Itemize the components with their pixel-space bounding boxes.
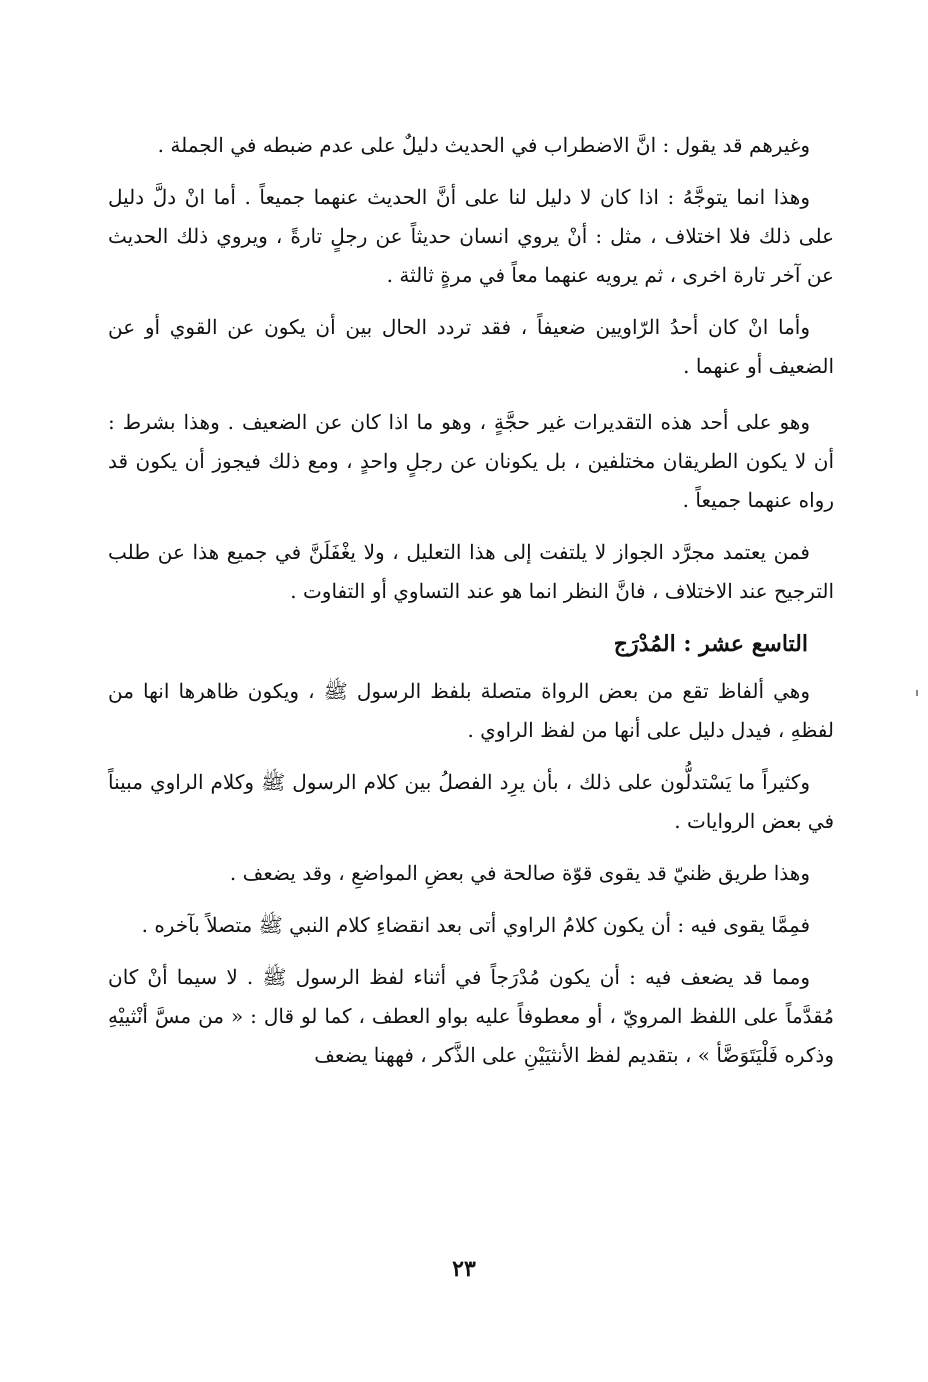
paragraph-6: وهي ألفاظ تقع من بعض الرواة متصلة بلفظ الرسول ﷺ ، ويكون ظاهرها انها من لفظهِ ، فيدل دليل على أنها من لفظ الراوي . (108, 679, 834, 742)
scan-edge-mark (916, 690, 918, 696)
page-number: ٢٣ (452, 1256, 476, 1282)
paragraph-8: وهذا طريق ظنيّ قد يقوى قوّة صالحة في بعضِ المواضعِ ، وقد يضعف . (229, 861, 810, 885)
paragraph-9: فمِمَّا يقوى فيه : أن يكون كلامُ الراوي أتى بعد انقضاءِ كلام النبي ﷺ متصلاً بآخره . (141, 913, 810, 937)
paragraph-4: وهو على أحد هذه التقديرات غير حجَّةٍ ، وهو ما اذا كان عن الضعيف . وهذا بشرط : أن لا يكون الطريقان مختلفين ، بل يكونان عن رجلٍ واحدٍ ، ومع ذلك فيجوز أن يكون قد رواه عنهما جميعاً . (108, 410, 835, 512)
paragraph-3: وأما انْ كان أحدُ الرّاويين ضعيفاً ، فقد تردد الحال بين أن يكون عن القوي أو عن الضعيف أو عنهما . (108, 315, 834, 378)
paragraph-10: ومما قد يضعف فيه : أن يكون مُدْرَجاً في أثناء لفظ الرسول ﷺ . لا سيما أنْ كان مُقدَّماً على اللفظ المرويّ ، أو معطوفاً عليه بواو العطف ، كما لو قال : « من مسَّ أنْثييْهِ وذكره فَلْيَتَوَضَّأ » ، بتقديم لفظ الأنثيَيْنِ على الذَّكر ، فههنا يضعف (108, 965, 834, 1067)
paragraph-1: وغيرهم قد يقول : انَّ الاضطراب في الحديث دليلٌ على عدم ضبطه في الجملة . (157, 133, 810, 157)
page-body (108, 126, 834, 1088)
paragraph-5: فمن يعتمد مجرَّد الجواز لا يلتفت إلى هذا التعليل ، ولا يغْفَلَنَّ في جميع هذا عن طلب الترجيح عند الاختلاف ، فانَّ النظر انما هو عند التساوي أو التفاوت . (108, 540, 834, 603)
paragraph-7: وكثيراً ما يَسْتدلُّون على ذلك ، بأن يرِد الفصلُ بين كلام الرسول ﷺ وكلام الراوي مبيناً في بعض الروايات . (108, 770, 834, 833)
section-heading: التاسع عشر : المُدْرَج (613, 631, 808, 657)
paragraph-2: وهذا انما يتوجَّهُ : اذا كان لا دليل لنا على أنَّ الحديث عنهما جميعاً . أما انْ دلَّ دليل على ذلك فلا اختلاف ، مثل : أنْ يروي انسان حديثاً عن رجلٍ تارةً ، ويروي ذلك الحديث عن آخر تارة اخرى ، ثم يرويه عنهما معاً في مرةٍ ثالثة . (108, 185, 834, 287)
